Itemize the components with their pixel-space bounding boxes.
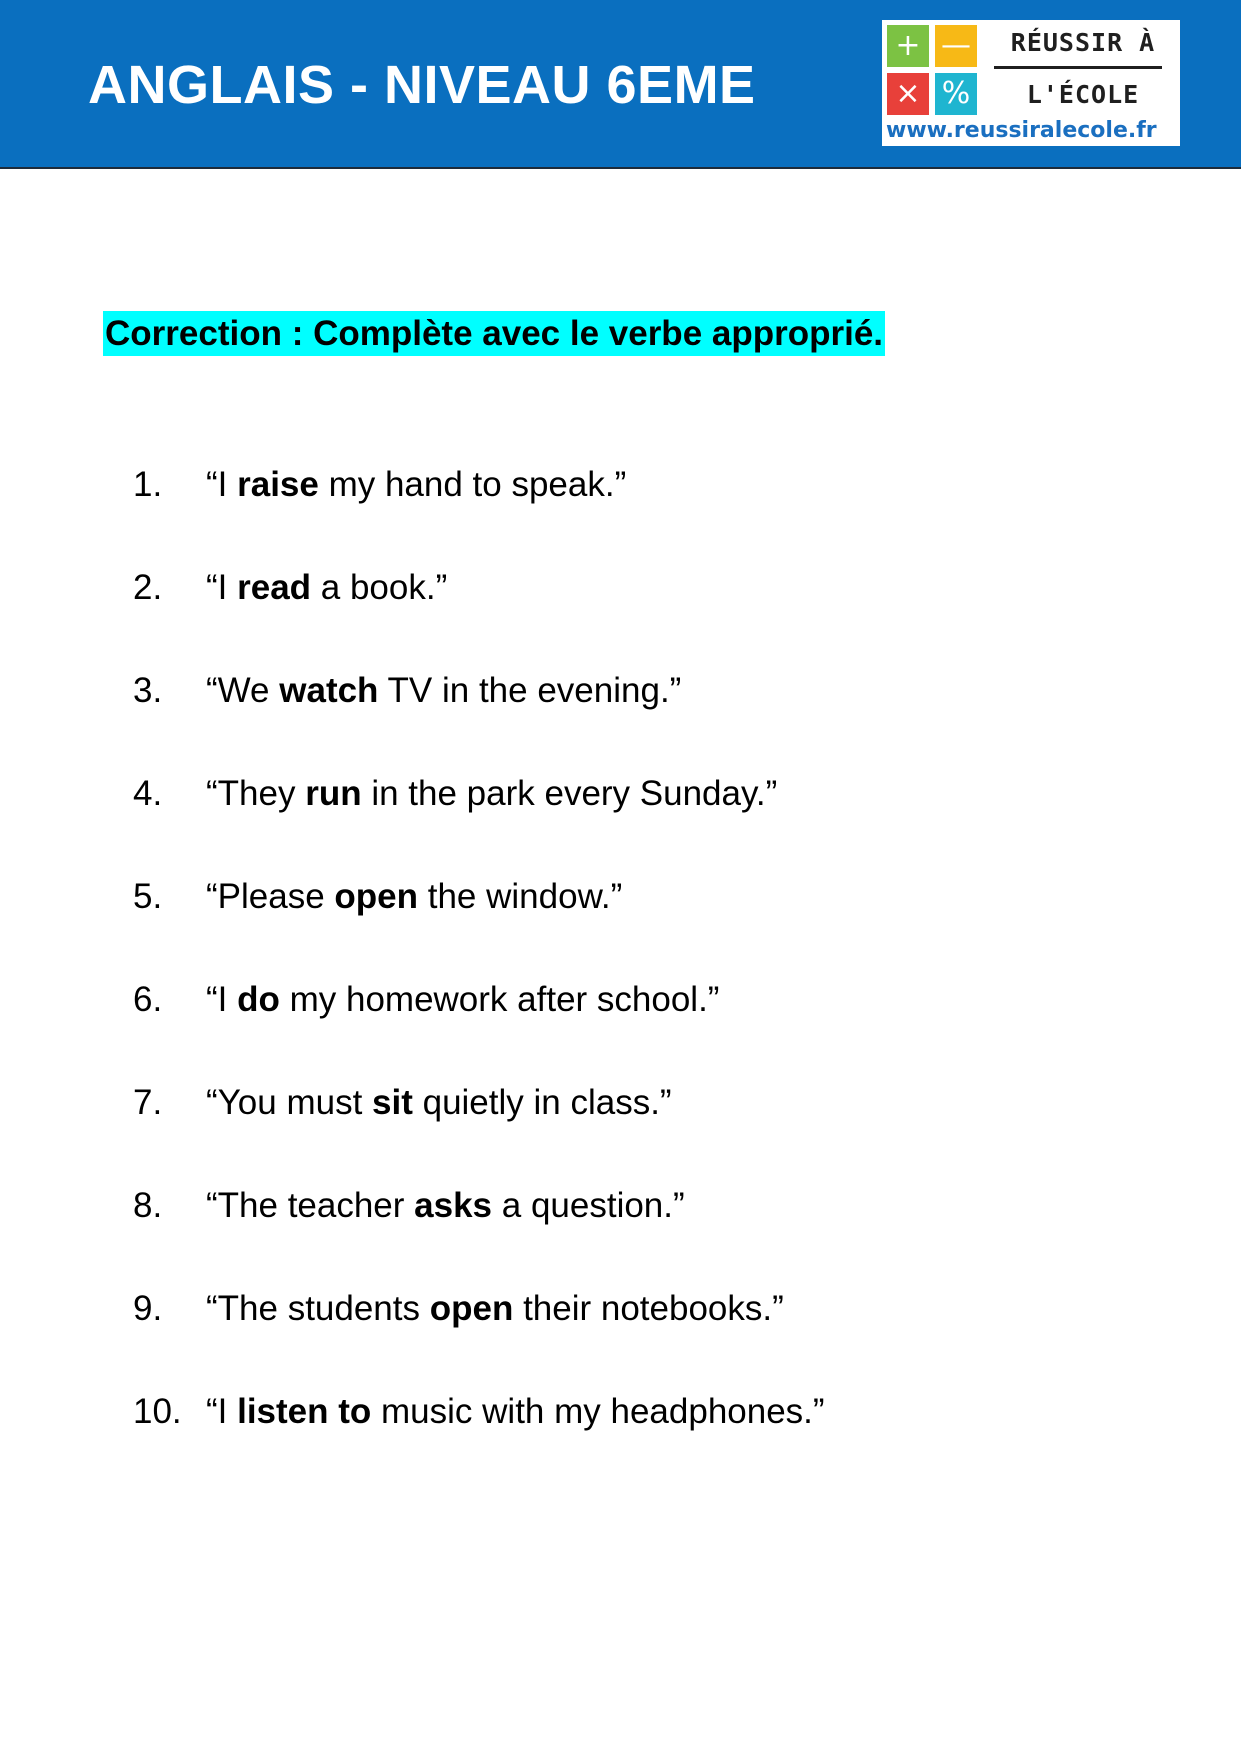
answer-text-before: “They — [206, 774, 306, 813]
answer-number: 6. — [133, 980, 163, 1019]
answer-sentence — [206, 560, 447, 615]
answer-verb: asks — [414, 1186, 493, 1225]
answer-sentence — [206, 1384, 825, 1439]
answer-number: 9. — [133, 1289, 163, 1328]
answer-verb: open — [429, 1289, 514, 1328]
answer-number: 2. — [133, 568, 163, 607]
answer-text-after: in the park every Sunday.” — [361, 774, 778, 813]
answer-text-after: quietly in class.” — [412, 1083, 672, 1122]
answer-number: 7. — [133, 1083, 163, 1122]
answer-text-after: their notebooks.” — [513, 1289, 784, 1328]
answer-text-after: a book.” — [311, 568, 448, 607]
answer-verb: read — [237, 568, 312, 607]
logo-divider — [994, 66, 1162, 69]
answer-text-before: “Please — [206, 877, 335, 916]
answer-sentence — [206, 1075, 672, 1130]
answer-sentence — [206, 869, 622, 924]
answer-sentence — [206, 1178, 685, 1233]
page-header — [0, 0, 1241, 169]
answer-verb: sit — [372, 1083, 413, 1122]
logo-url: www.reussiralecole.fr — [886, 118, 1157, 143]
answer-sentence — [206, 766, 777, 821]
answer-text-before: “The students — [206, 1289, 430, 1328]
answer-text-after: music with my headphones.” — [371, 1392, 825, 1431]
answer-verb: watch — [279, 671, 379, 710]
answer-text-before: “You must — [206, 1083, 373, 1122]
answer-text-before: “The teacher — [206, 1186, 415, 1225]
section-title: Correction : Complète avec le verbe approprié. — [103, 311, 885, 356]
answer-text-after: the window.” — [418, 877, 623, 916]
answer-sentence — [206, 663, 681, 718]
percent-icon: % — [935, 73, 977, 115]
answer-verb: listen to — [237, 1392, 372, 1431]
answer-text-before: “I — [206, 1392, 238, 1431]
logo-math-grid — [887, 25, 979, 117]
answer-number: 10. — [133, 1392, 182, 1431]
logo-text-line1: RÉUSSIR À — [1010, 28, 1156, 57]
answer-verb: open — [334, 877, 419, 916]
answer-number: 5. — [133, 877, 163, 916]
plus-icon: + — [887, 25, 929, 67]
answer-text-before: “I — [206, 980, 238, 1019]
answer-text-after: my hand to speak.” — [318, 465, 627, 504]
answer-sentence — [206, 1281, 784, 1336]
answer-number: 4. — [133, 774, 163, 813]
answer-sentence — [206, 972, 719, 1027]
logo-text-line2: L'ÉCOLE — [1026, 80, 1140, 109]
answer-number: 1. — [133, 465, 163, 504]
page-title: ANGLAIS - NIVEAU 6EME — [88, 55, 756, 115]
answer-text-after: a question.” — [492, 1186, 685, 1225]
answer-sentence — [206, 457, 626, 512]
answer-verb: do — [237, 980, 280, 1019]
answer-text-before: “I — [206, 465, 238, 504]
minus-icon: — — [935, 25, 977, 67]
site-logo — [882, 20, 1180, 146]
answer-number: 3. — [133, 671, 163, 710]
answer-verb: raise — [237, 465, 319, 504]
answer-text-before: “We — [206, 671, 280, 710]
answer-verb: run — [305, 774, 362, 813]
times-icon: × — [887, 73, 929, 115]
answer-text-after: my homework after school.” — [279, 980, 720, 1019]
answer-number: 8. — [133, 1186, 163, 1225]
answer-text-before: “I — [206, 568, 238, 607]
answer-text-after: TV in the evening.” — [378, 671, 682, 710]
